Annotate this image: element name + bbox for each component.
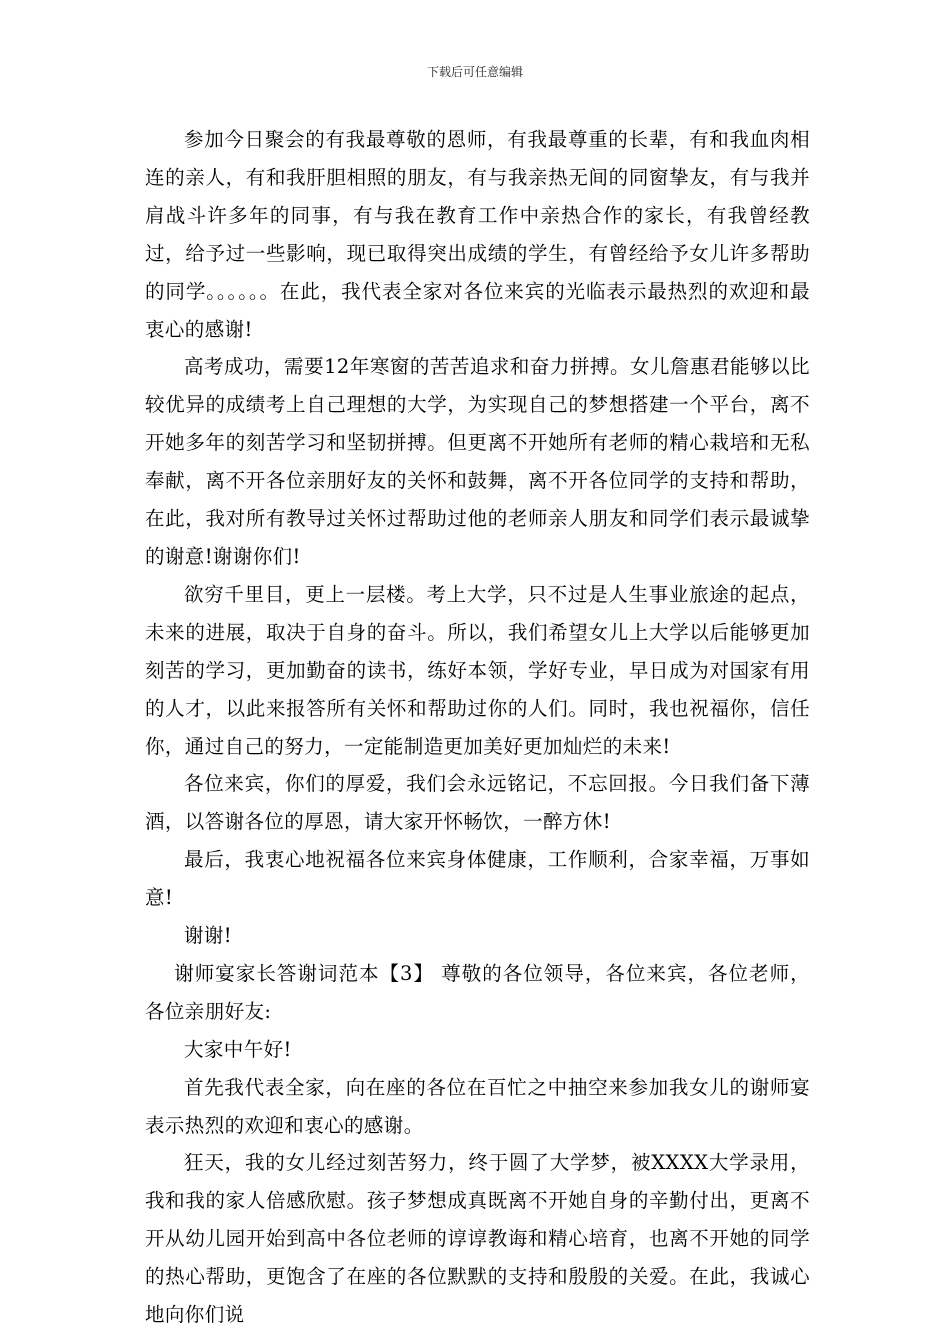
paragraph-toast: 各位来宾，你们的厚爱，我们会永远铭记，不忘回报。今日我们备下薄酒，以答谢各位的厚恩，请大家开怀畅饮，一醉方休! [145,772,810,834]
paragraph-guests: 参加今日聚会的有我最尊敬的恩师，有我最尊重的长辈，有和我血肉相连的亲人，有和我肝胆相照的朋友，有与我亲热无间的同窗挚友，有与我并肩战斗许多年的同事，有与我在教育工作中亲热合作的家长，有我曾经教过，给予过一些影响，现已取得突出成绩的学生，有曾经给予女儿许多帮助的同学。。。。。。在此，我代表全家对各位来宾的光临表示最热烈的欢迎和最衷心的感谢! [145,128,810,341]
paragraph-greeting: 大家中午好! [184,1037,292,1061]
paragraph-future: 欲穷千里目，更上一层楼。考上大学，只不过是人生事业旅途的起点，未来的进展，取决于自身的奋斗。所以，我们希望女儿上大学以后能够更加刻苦的学习，更加勤奋的读书，练好本领，学好专业，早日成为对国家有用的人才，以此来报答所有关怀和帮助过你的人们。同时，我也祝福你，信任你，通过自己的努力，一定能制造更加美好更加灿烂的未来! [145,582,810,758]
paragraph-welcome: 首先我代表全家，向在座的各位在百忙之中抽空来参加我女儿的谢师宴表示热烈的欢迎和衷心的感谢。 [145,1075,810,1137]
paragraph-blessing: 最后，我衷心地祝福各位来宾身体健康，工作顺利，合家幸福，万事如意! [145,848,810,910]
paragraph-template-3-heading: 谢师宴家长答谢词范本【3】 尊敬的各位领导，各位来宾，各位老师，各位亲朋好友: [145,961,810,1023]
paragraph-thanks: 谢谢! [184,924,233,948]
paragraph-daughter-admission: 狂天，我的女儿经过刻苦努力，终于圆了大学梦，被XXXX大学录用，我和我的家人倍感欣慰。孩子梦想成真既离不开她自身的辛勤付出，更离不开从幼儿园开始到高中各位老师的谆谆教诲和精心培育，也离不开她的同学的热心帮助，更饱含了在座的各位默默的支持和殷殷的关爱。在此，我诚心地向你们说 [145,1151,810,1327]
page-header-note: 下载后可任意编辑 [426,65,523,79]
paragraph-exam-success: 高考成功，需要12年寒窗的苦苦追求和奋力拼搏。女儿詹惠君能够以比较优异的成绩考上自己理想的大学，为实现自己的梦想搭建一个平台，离不开她多年的刻苦学习和坚韧拼搏。但更离不开她所有老师的精心栽培和无私奉献，离不开各位亲朋好友的关怀和鼓舞，离不开各位同学的支持和帮助，在此，我对所有教导过关怀过帮助过他的老师亲人朋友和同学们表示最诚挚的谢意!谢谢你们! [145,355,810,568]
document-body [145,121,810,1334]
